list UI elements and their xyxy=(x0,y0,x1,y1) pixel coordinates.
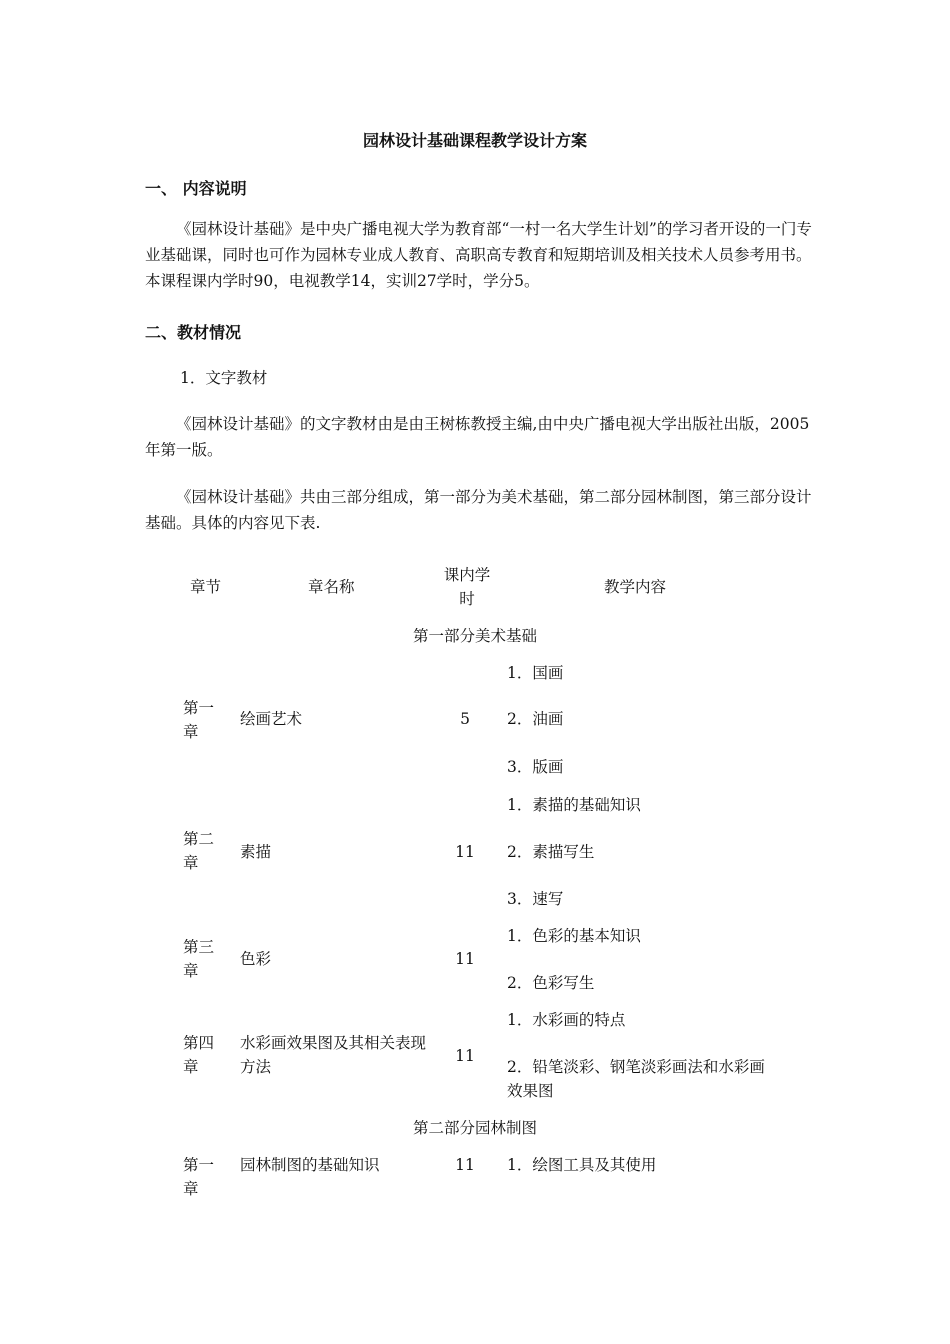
chapter-cell: 第二章 xyxy=(183,830,215,872)
header-chapter: 章节 xyxy=(190,578,222,596)
hours-cell: 11 xyxy=(455,1156,475,1174)
content-item: 1．国画 xyxy=(507,664,564,682)
chapter-name-cell: 素描 xyxy=(240,843,272,861)
header-hours: 课内学时 xyxy=(443,566,491,608)
content-item: 3．版画 xyxy=(507,758,564,776)
hours-cell: 5 xyxy=(460,710,470,728)
section-1-heading: 一、 内容说明 xyxy=(145,179,247,198)
chapter-name-cell: 色彩 xyxy=(240,950,272,968)
section-2-paragraph-1: 《园林设计基础》的文字教材由是由王树栋教授主编,由中央广播电视大学出版社出版，2005年第一版。 xyxy=(145,415,810,459)
section-2-paragraph-2: 《园林设计基础》共由三部分组成，第一部分为美术基础，第二部分园林制图，第三部分设计基础。具体的内容见下表. xyxy=(145,488,812,532)
content-item: 1．色彩的基本知识 xyxy=(507,927,641,945)
content-item: 3．速写 xyxy=(507,890,564,908)
hours-cell: 11 xyxy=(455,950,475,968)
section-2-heading: 二、教材情况 xyxy=(145,323,242,342)
content-item: 2．色彩写生 xyxy=(507,974,595,992)
hours-cell: 11 xyxy=(455,843,475,861)
subsection-text-materials: 1．文字教材 xyxy=(180,369,268,387)
chapter-cell: 第一章 xyxy=(183,699,215,741)
part-2-title: 第二部分园林制图 xyxy=(412,1119,537,1137)
content-item: 1．素描的基础知识 xyxy=(507,796,641,814)
chapter-cell: 第一章 xyxy=(183,1156,215,1198)
content-item: 1．绘图工具及其使用 xyxy=(507,1156,657,1174)
part-1-title: 第一部分美术基础 xyxy=(412,627,537,645)
chapter-name-cell: 绘画艺术 xyxy=(240,710,303,728)
content-item: 2．铅笔淡彩、钢笔淡彩画法和水彩画效果图 xyxy=(507,1058,765,1100)
content-item: 1．水彩画的特点 xyxy=(507,1011,626,1029)
hours-cell: 11 xyxy=(455,1047,475,1065)
content-item: 2．素描写生 xyxy=(507,843,595,861)
chapter-name-cell: 水彩画效果图及其相关表现方法 xyxy=(240,1034,427,1076)
chapter-cell: 第四章 xyxy=(183,1034,215,1076)
header-content: 教学内容 xyxy=(604,578,667,596)
chapter-name-cell: 园林制图的基础知识 xyxy=(240,1156,380,1174)
header-chapter-name: 章名称 xyxy=(308,578,355,596)
section-1-paragraph: 《园林设计基础》是中央广播电视大学为教育部“一村一名大学生计划”的学习者开设的一门专业基础课，同时也可作为园林专业成人教育、高职高专教育和短期培训及相关技术人员参考用书。本课程课内学时90，电视教学14，实训27学时，学分5。 xyxy=(145,220,812,290)
page-title: 园林设计基础课程教学设计方案 xyxy=(362,131,587,150)
chapter-cell: 第三章 xyxy=(183,938,215,980)
content-item: 2．油画 xyxy=(507,710,564,728)
